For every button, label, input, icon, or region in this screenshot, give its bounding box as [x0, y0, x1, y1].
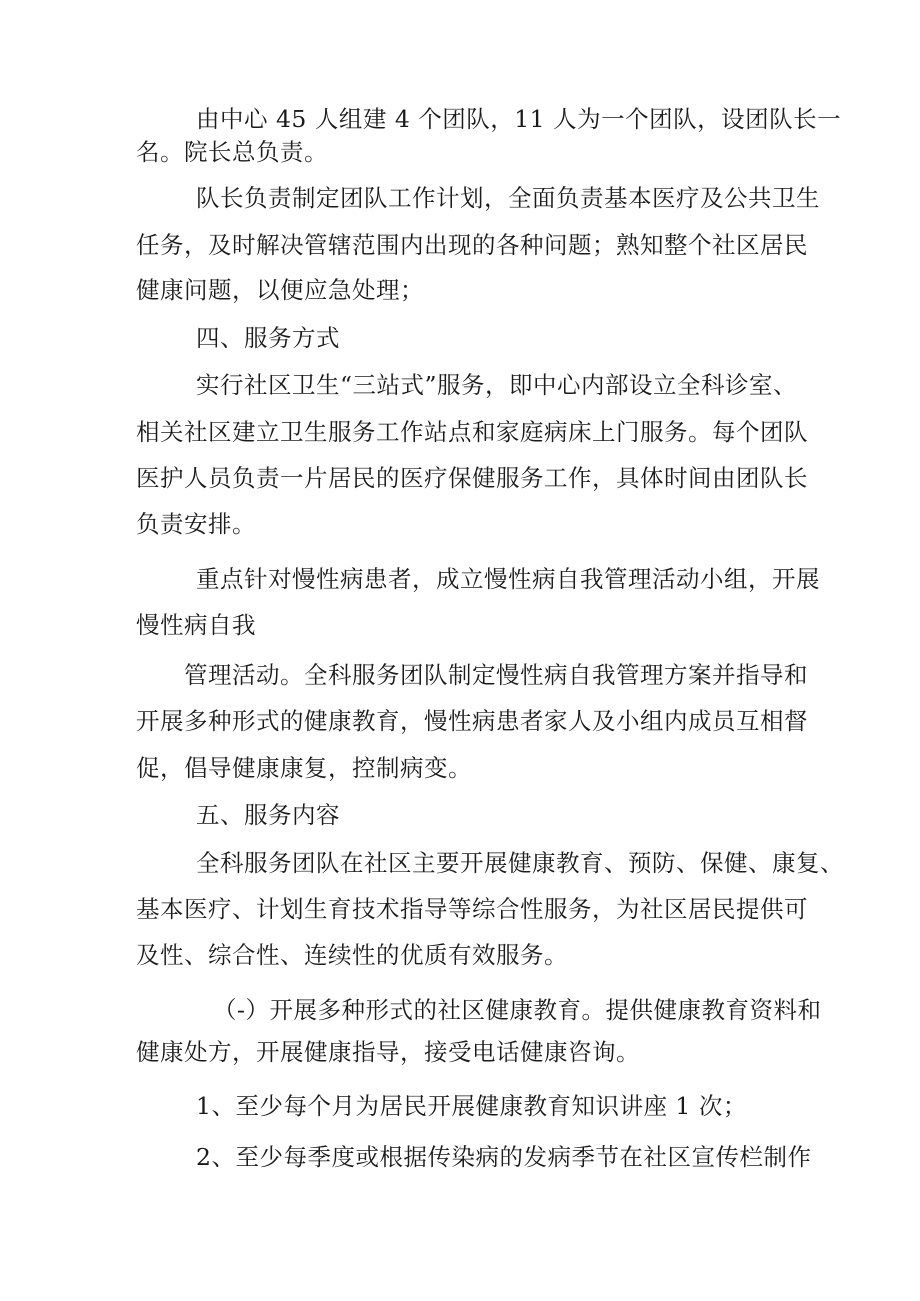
- text-line: 全科服务团队在社区主要开展健康教育、预防、保健、康复、: [196, 849, 844, 877]
- text-line: 促，倡导健康康复，控制病变。: [136, 754, 472, 782]
- text-line: 名。院长总负责。: [136, 138, 328, 166]
- text-line: 及性、综合性、连续性的优质有效服务。: [136, 941, 568, 969]
- text-line: 相关社区建立卫生服务工作站点和家庭病床上门服务。每个团队: [136, 418, 808, 446]
- text-line: 健康问题，以便应急处理；: [136, 276, 424, 304]
- text-line: 负责安排。: [136, 510, 256, 538]
- text-line: 基本医疗、计划生育技术指导等综合性服务，为社区居民提供可: [136, 895, 808, 923]
- text-line: 任务，及时解决管辖范围内出现的各种问题；熟知整个社区居民: [136, 231, 808, 259]
- list-item: 2、至少每季度或根据传染病的发病季节在社区宣传栏制作: [196, 1143, 812, 1171]
- text-line: 健康处方，开展健康指导，接受电话健康咨询。: [136, 1038, 640, 1066]
- text-line: 由中心 45 人组建 4 个团队，11 人为一个团队，设团队长一: [196, 105, 842, 133]
- text-line: 队长负责制定团队工作计划，全面负责基本医疗及公共卫生: [196, 184, 820, 212]
- text-line: 慢性病自我: [136, 611, 256, 639]
- text-line: 开展多种形式的健康教育，慢性病患者家人及小组内成员互相督: [136, 707, 808, 735]
- text-line: 重点针对慢性病患者，成立慢性病自我管理活动小组，开展: [196, 565, 820, 593]
- list-item: 1、至少每个月为居民开展健康教育知识讲座 1 次；: [196, 1092, 747, 1120]
- text-line: 医护人员负责一片居民的医疗保健服务工作，具体时间由团队长: [136, 464, 808, 492]
- text-line: 实行社区卫生“三站式”服务，即中心内部设立全科诊室、: [196, 371, 798, 399]
- section-heading: 五、服务内容: [196, 801, 340, 829]
- text-line: 管理活动。全科服务团队制定慢性病自我管理方案并指导和: [184, 661, 808, 689]
- section-heading: 四、服务方式: [196, 324, 340, 352]
- text-line: （-）开展多种形式的社区健康教育。提供健康教育资料和: [213, 996, 822, 1024]
